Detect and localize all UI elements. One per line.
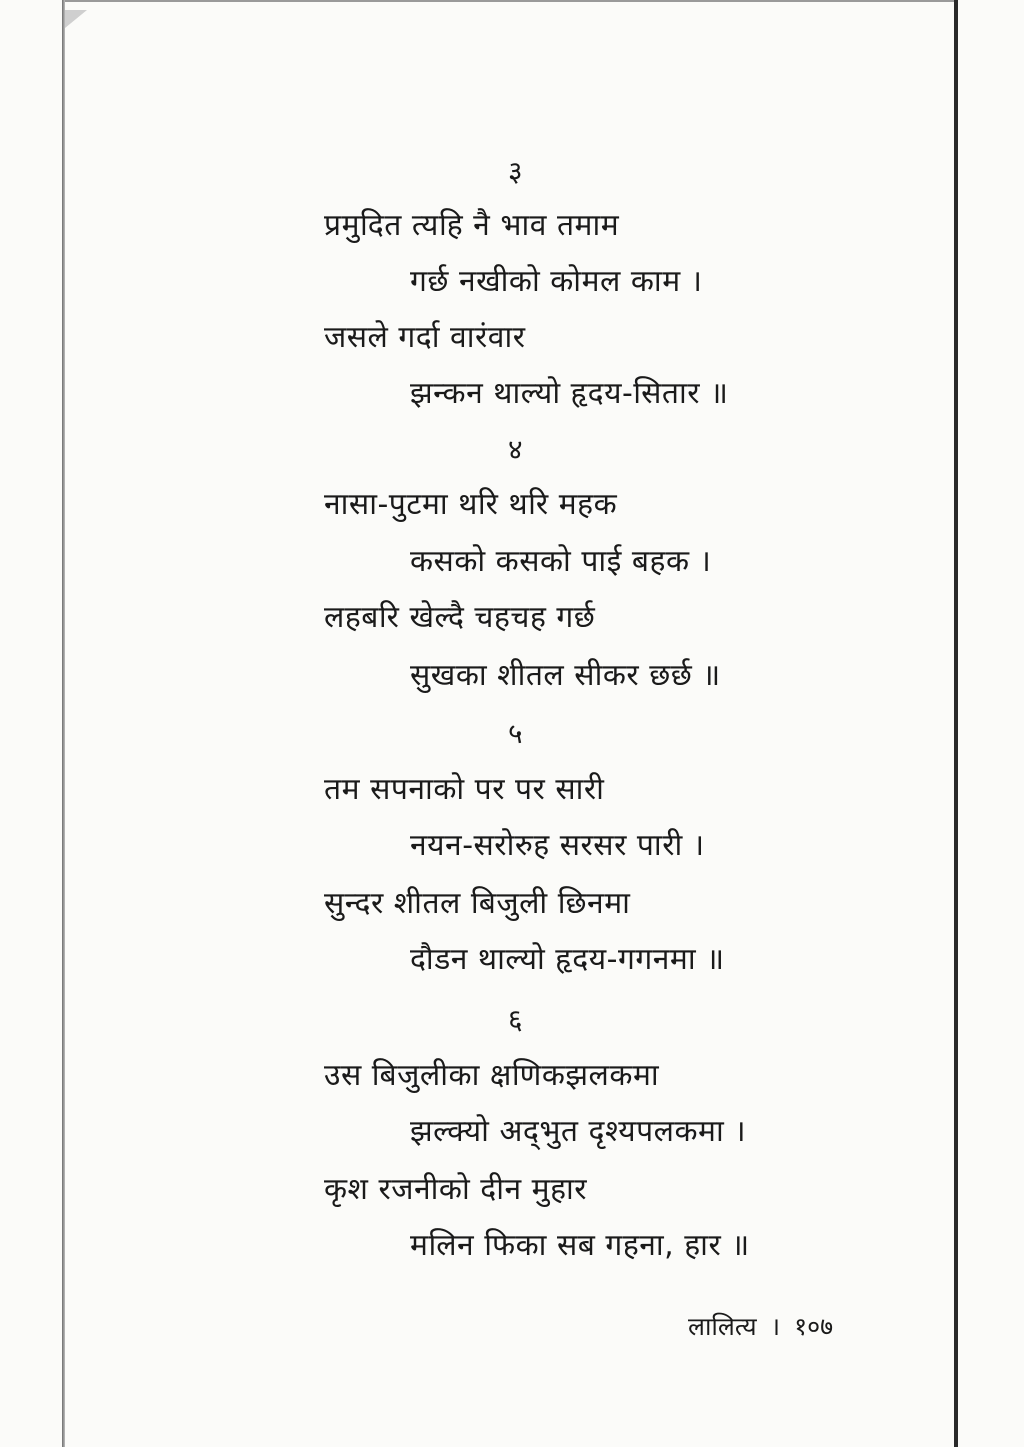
verse-line: गर्छ नखीको कोमल काम । [410,264,703,299]
verse-line: कसको कसको पाई बहक । [410,544,712,579]
verse-line: नासा-पुटमा थरि थरि महक [324,487,618,522]
verse-line: सुन्दर शीतल बिजुली छिनमा [324,886,631,921]
stanza-number: ५ [508,717,524,750]
verse-line: प्रमुदित त्यहि नै भाव तमाम [324,208,620,243]
verse-line: सुखका शीतल सीकर छर्छ ॥ [410,658,721,693]
verse-line: झल्क्यो अद्‌भुत दृश्यपलकमा । [410,1114,747,1149]
verse-line: तम सपनाको पर पर सारी [324,772,605,807]
page-number: १०७ [794,1312,834,1341]
stanza-number: ६ [508,1003,524,1036]
verse-line: लहबरि खेल्दै चहचह गर्छ [324,600,596,635]
footer-separator: । [770,1312,781,1341]
verse-line: दौडन थाल्यो हृदय-गगनमा ॥ [410,942,725,977]
book-title: लालित्य [688,1312,757,1341]
verse-line: कृश रजनीको दीन मुहार [324,1172,588,1207]
verse-line: झन्कन थाल्यो हृदय-सितार ॥ [410,376,729,411]
stanza-number: ४ [508,433,524,466]
stanza-number: ३ [508,155,524,188]
verse-line: जसले गर्दा वारंवार [324,320,526,355]
verse-line: नयन-सरोरुह सरसर पारी । [410,828,705,863]
verse-line: उस बिजुलीका क्षणिकझलकमा [324,1058,660,1093]
verse-line: मलिन फिका सब गहना, हार ॥ [410,1228,750,1263]
page-footer [688,1309,833,1345]
